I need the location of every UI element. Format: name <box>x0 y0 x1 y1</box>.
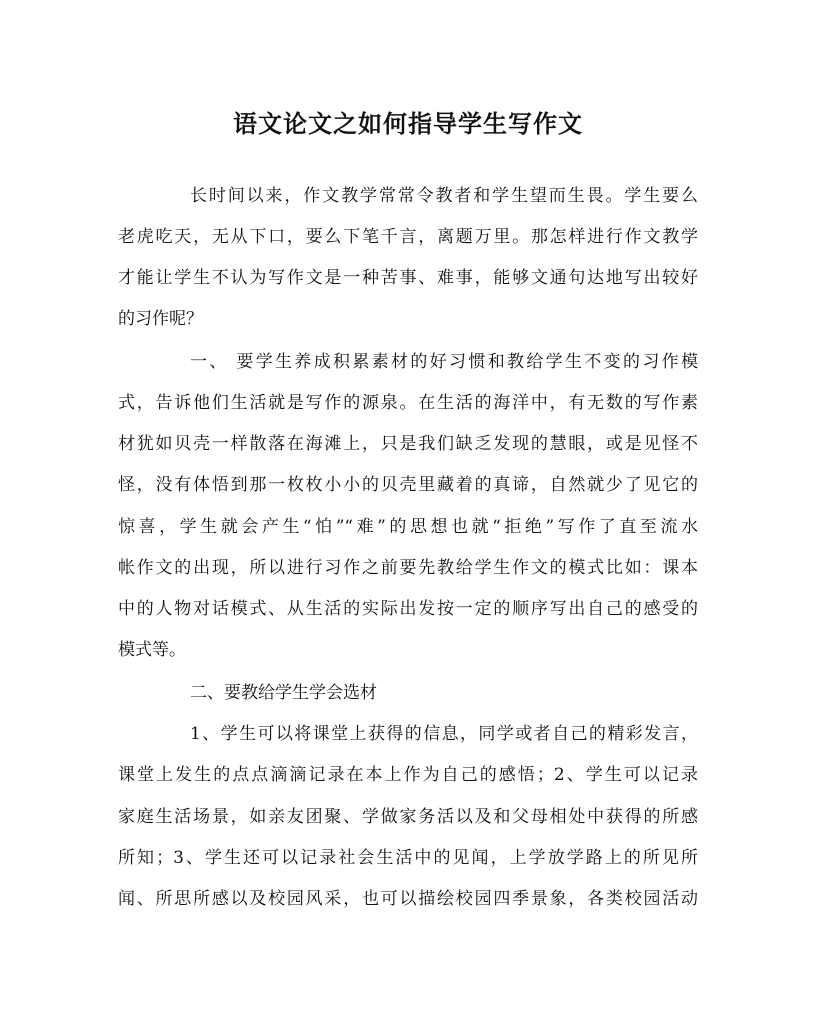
paragraph-line: 闻、所思所感以及校园风采，也可以描绘校园四季景象，各类校园活动 <box>118 889 698 909</box>
paragraph-line: 老虎吃天，无从下口，要么下笔千言，离题万里。那怎样进行作文教学 <box>118 227 698 247</box>
paragraph-line: 式，告诉他们生活就是写作的源泉。在生活的海洋中，有无数的写作素 <box>118 393 698 413</box>
paragraph-line: 中的人物对话模式、从生活的实际出发按一定的顺序写出自己的感受的 <box>118 599 698 619</box>
paragraph-line: 帐作文的出现，所以进行习作之前要先教给学生作文的模式比如：课本 <box>118 558 698 578</box>
paragraph-line: 长时间以来，作文教学常常令教者和学生望而生畏。学生要么 <box>190 186 698 206</box>
paragraph-line: 才能让学生不认为写作文是一种苦事、难事，能够文通句达地写出较好 <box>118 268 698 288</box>
paragraph-line: 模式等。 <box>118 640 186 660</box>
paragraph-line: 所知；3、学生还可以记录社会生活中的见闻，上学放学路上的所见所 <box>118 848 698 868</box>
paragraph-line: 惊喜，学生就会产生“怕”“难”的思想也就“拒绝”写作了直至流水 <box>118 517 698 537</box>
section-heading: 二、要教给学生学会选材 <box>190 683 377 703</box>
paragraph-line: 家庭生活场景，如亲友团聚、学做家务活以及和父母相处中获得的所感 <box>118 807 698 827</box>
document-title: 语文论文之如何指导学生写作文 <box>233 109 583 138</box>
paragraph-line: 1、学生可以将课堂上获得的信息，同学或者自己的精彩发言， <box>190 724 698 744</box>
paragraph-line: 课堂上发生的点点滴滴记录在本上作为自己的感悟；2、学生可以记录 <box>118 765 698 785</box>
paragraph-line: 一、 要学生养成积累素材的好习惯和教给学生不变的习作模 <box>190 352 698 372</box>
paragraph-line: 的习作呢？ <box>118 309 203 329</box>
paragraph-line: 怪，没有体悟到那一枚枚小小的贝壳里藏着的真谛，自然就少了见它的 <box>118 475 698 495</box>
paragraph-line: 材犹如贝壳一样散落在海滩上，只是我们缺乏发现的慧眼，或是见怪不 <box>118 434 698 454</box>
